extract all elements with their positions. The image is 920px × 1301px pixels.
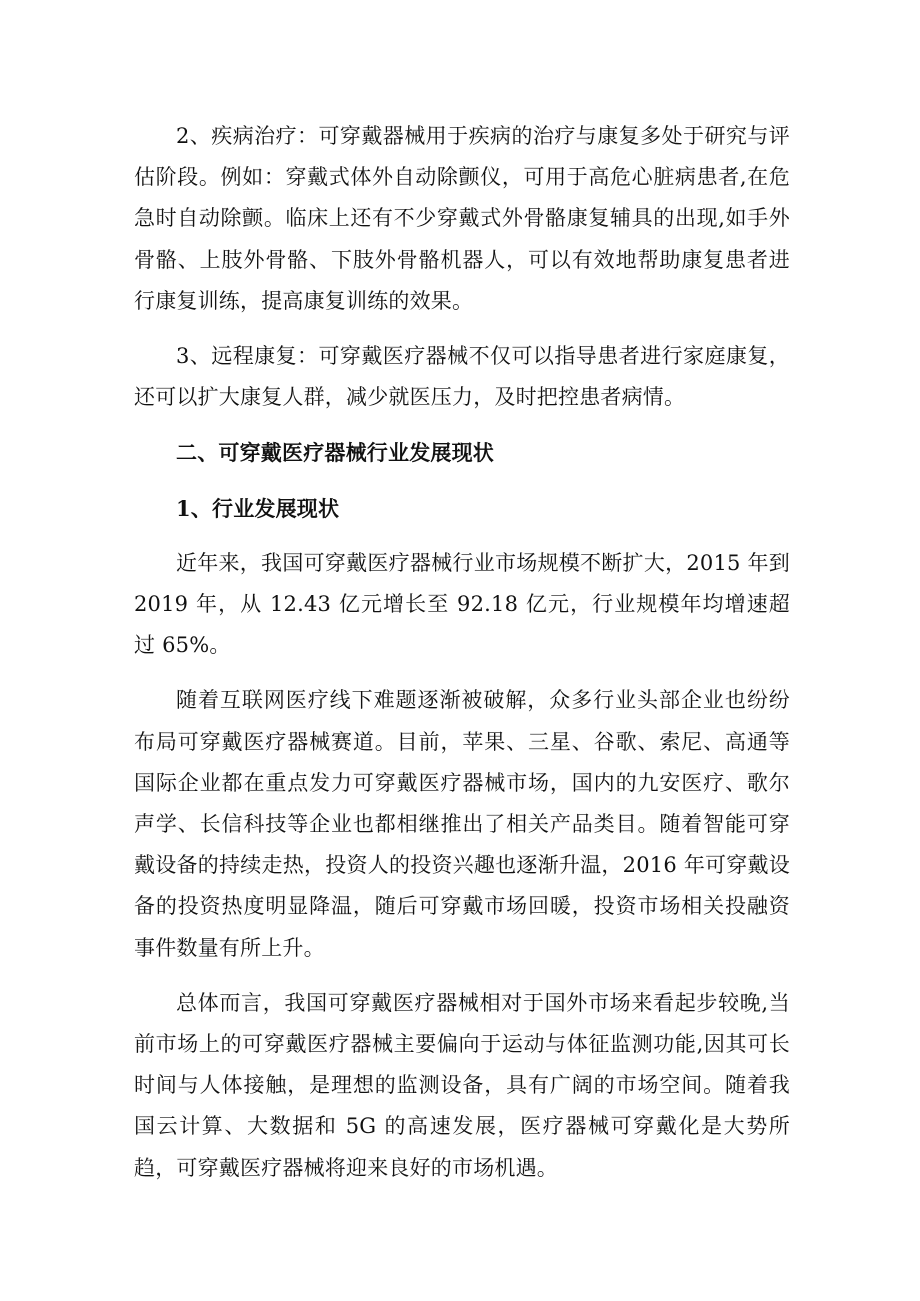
document-body xyxy=(134,116,790,1203)
paragraph-remote-rehabilitation: 3、远程康复：可穿戴医疗器械不仅可以指导患者进行家庭康复，还可以扩大康复人群，减少就医压力，及时把控患者病情。 xyxy=(134,344,790,410)
subsection-heading: 1、行业发展现状 xyxy=(176,495,340,521)
paragraph-industry-players: 随着互联网医疗线下难题逐渐被破解，众多行业头部企业也纷纷布局可穿戴医疗器械赛道。目前，苹果、三星、谷歌、索尼、高通等国际企业都在重点发力可穿戴医疗器械市场，国内的九安医疗、歌尔声学、长信科技等企业也都相继推出了相关产品类目。随着智能可穿戴设备的持续走热，投资人的投资兴趣也逐渐升温，2016 年可穿戴设备的投资热度明显降温，随后可穿戴市场回暖，投资市场相关投融资事件数量有所上升。 xyxy=(134,688,790,960)
paragraph-overall-outlook: 总体而言，我国可穿戴医疗器械相对于国外市场来看起步较晚,当前市场上的可穿戴医疗器械主要偏向于运动与体征监测功能,因其可长时间与人体接触，是理想的监测设备，具有广阔的市场空间。随着我国云计算、大数据和 5G 的高速发展，医疗器械可穿戴化是大势所趋，可穿戴医疗器械将迎来良好的市场机遇。 xyxy=(134,990,790,1180)
paragraph-market-size: 近年来，我国可穿戴医疗器械行业市场规模不断扩大，2015 年到 2019 年，从 12.43 亿元增长至 92.18 亿元，行业规模年均增速超过 65%。 xyxy=(134,550,790,658)
paragraph-disease-treatment: 2、疾病治疗：可穿戴器械用于疾病的治疗与康复多处于研究与评估阶段。例如：穿戴式体外自动除颤仪，可用于高危心脏病患者,在危急时自动除颤。临床上还有不少穿戴式外骨骼康复辅具的出现,如手外骨骼、上肢外骨骼、下肢外骨骼机器人，可以有效地帮助康复患者进行康复训练，提高康复训练的效果。 xyxy=(134,124,790,313)
section-heading: 二、可穿戴医疗器械行业发展现状 xyxy=(176,440,494,466)
